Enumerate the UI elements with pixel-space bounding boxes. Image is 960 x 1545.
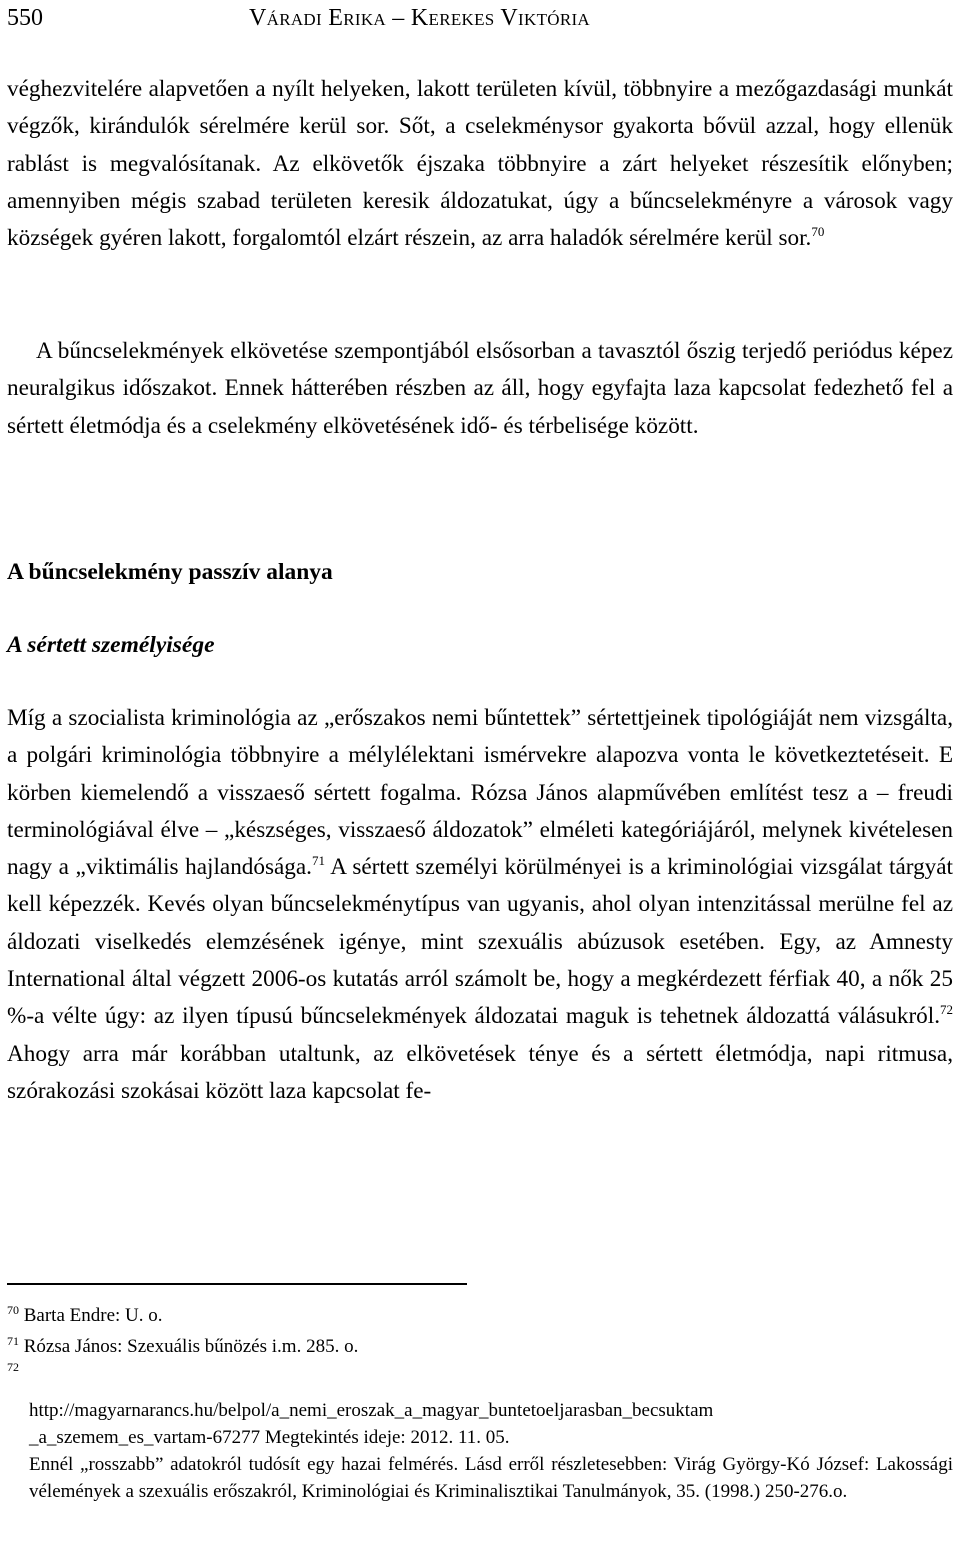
paragraph-text: A sértett személyi körülményei is a kriminológiai vizsgálat tárgyát kell képezzék. Kevés olyan bűncselekménytípus van ugyanis, ahol olyan intenzitással merülne fel az áldozati viselkedés elemzésének igénye, mint szexuális abúzusok esetében. Egy, az Amnesty International által végzett 2006-os kutatás arról számolt be, hogy a megkérdezett férfiak 40, a nők 25 %-a vélte úgy: az ilyen típusú bűncselekmények áldozatai maguk is tehetnek áldozattá válásukról. [7,854,953,1030]
body-paragraph-1 [7,71,953,257]
footnote-72-body [29,1397,953,1505]
paragraph-text: véghezvitelére alapvetően a nyílt helyeken, lakott területen kívül, többnyire a mezőgazdasági munkát végzők, kirándulók sérelmére kerül sor. Sőt, a cselekménysor gyakorta bővül azzal, hogy ellenük rablást is megvalósítanak. Az elkövetők éjszaka többnyire a zárt helyeket részesítik előnyben; amennyiben mégis szabad területen keresik áldozatukat, úgy a bűncselekményre a városok vagy községek gyéren lakott, forgalomtól elzárt részein, az arra haladók sérelmére kerül sor. [7,76,953,252]
running-head: Váradi Erika – Kerekes Viktória [249,5,591,31]
footnote-text: Rózsa János: Szexuális bűnözés i.m. 285. o. [23,1336,359,1357]
footnote-text: Ennél „rosszabb” adatokról tudósít egy hazai felmérés. Lásd erről részletesebben: Virág György-Kó József: Lakossági vélemények a szexuális erőszakról, Kriminológiai és Kriminalisztikai Tanulmányok, 35. (1998.) 250-276.o. [29,1454,953,1502]
footnote-70 [7,1303,163,1329]
footnote-ref-72: 72 [940,1002,953,1018]
body-paragraph-3 [7,700,953,1110]
page-header [7,0,953,36]
section-subheading: A sértett személyisége [7,632,215,658]
footnote-ref-71: 71 [311,853,325,869]
page-number: 550 [7,5,43,31]
footnote-link-continued: _a_szemem_es_vartam-67277 Megtekintés ideje: 2012. 11. 05. [29,1427,510,1448]
footnote-number: 71 [7,1334,19,1348]
footnote-separator [7,1283,467,1285]
footnote-71 [7,1334,358,1360]
section-heading: A bűncselekmény passzív alanya [7,559,333,585]
paragraph-text: A bűncselekmények elkövetése szempontjából elsősorban a tavasztól őszig terjedő periódus képez neuralgikus időszakot. Ennek hátterében részben az áll, hogy egyfajta laza kapcsolat fedezhető fel a sértett életmódja és a cselekmény elkövetésének idő- és térbelisége között. [7,338,953,439]
footnote-72 [7,1360,19,1386]
footnote-link[interactable]: http://magyarnarancs.hu/belpol/a_nemi_eroszak_a_magyar_buntetoeljarasban_becsuktam [29,1400,714,1421]
footnote-ref-70: 70 [811,224,825,240]
footnote-number: 72 [7,1360,19,1374]
body-paragraph-2 [7,333,953,445]
footnote-number: 70 [7,1303,19,1317]
footnote-text: Barta Endre: U. o. [23,1305,163,1326]
paragraph-text: Ahogy arra már korábban utaltunk, az elkövetések ténye és a sértett életmódja, napi ritmusa, szórakozási szokásai között laza kapcsolat fe- [7,1040,953,1104]
paragraph-text: Míg a szocialista kriminológia az „erőszakos nemi bűntettek” sértettjeinek tipológiáját nem vizsgálta, a polgári kriminológia többnyire a mélylélektani ismérvekre alapozva vonta le következtetéseit. E körben kiemelendő a visszaeső sértett fogalma. Rózsa János alapművében említést tesz a – freudi terminológiával élve – „készséges, visszaeső áldozatok” elméleti kategóriájáról, melynek kivételesen nagy a „viktimális hajlandósága. [7,705,953,881]
